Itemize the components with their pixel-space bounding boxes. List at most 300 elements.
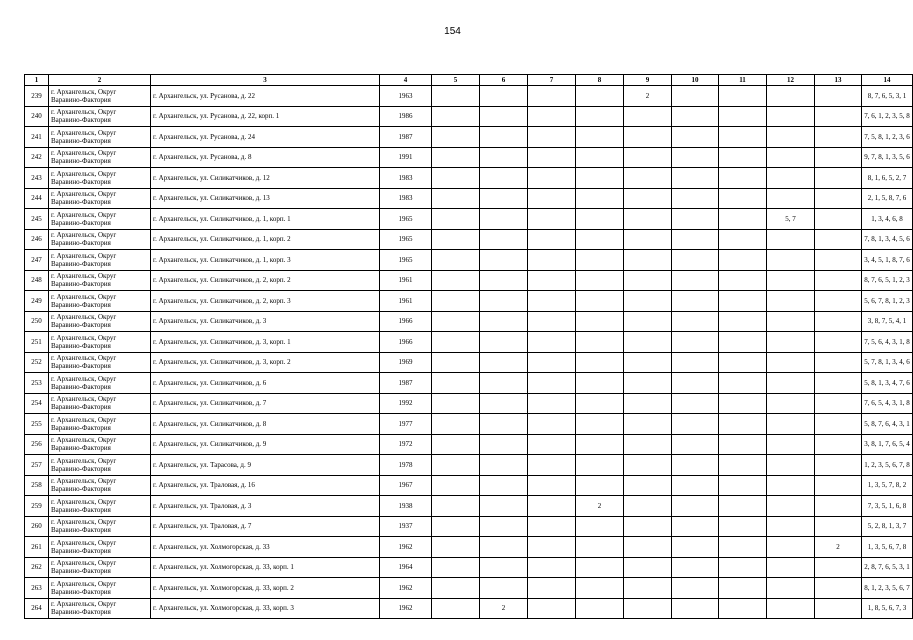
district-cell: г. Архангельск, Округ Варавино-Фактория xyxy=(49,86,151,107)
col7-cell xyxy=(528,516,576,537)
col9-cell xyxy=(624,168,672,189)
district-cell: г. Архангельск, Округ Варавино-Фактория xyxy=(49,475,151,496)
col11-cell xyxy=(719,352,767,373)
district-cell: г. Архангельск, Округ Варавино-Фактория xyxy=(49,291,151,312)
district-cell: г. Архангельск, Округ Варавино-Фактория xyxy=(49,106,151,127)
col14-cell: 5, 8, 1, 3, 4, 7, 6 xyxy=(862,373,913,394)
col12-cell: 5, 7 xyxy=(767,209,815,230)
year-cell: 1962 xyxy=(380,537,432,558)
table-row xyxy=(25,434,913,455)
address-cell: г. Архангельск, ул. Силикатчиков, д. 9 xyxy=(151,434,380,455)
col7-cell xyxy=(528,598,576,619)
col10-cell xyxy=(672,598,719,619)
col10-cell xyxy=(672,578,719,599)
address-cell: г. Архангельск, ул. Силикатчиков, д. 2, корп. 2 xyxy=(151,270,380,291)
table-row xyxy=(25,86,913,107)
col14-cell: 5, 6, 7, 8, 1, 2, 3 xyxy=(862,291,913,312)
col-header-12: 12 xyxy=(767,75,815,86)
col12-cell xyxy=(767,393,815,414)
col14-cell: 9, 7, 8, 1, 3, 5, 6 xyxy=(862,147,913,168)
col-header-3: 3 xyxy=(151,75,380,86)
col14-cell: 1, 3, 5, 6, 7, 8 xyxy=(862,537,913,558)
col5-cell xyxy=(432,414,480,435)
district-cell: г. Архангельск, Округ Варавино-Фактория xyxy=(49,434,151,455)
col13-cell xyxy=(815,393,862,414)
col12-cell xyxy=(767,414,815,435)
address-cell: г. Архангельск, ул. Силикатчиков, д. 2, корп. 3 xyxy=(151,291,380,312)
col9-cell xyxy=(624,127,672,148)
year-cell: 1991 xyxy=(380,147,432,168)
row-number: 245 xyxy=(25,209,49,230)
col11-cell xyxy=(719,516,767,537)
col7-cell xyxy=(528,168,576,189)
year-cell: 1965 xyxy=(380,209,432,230)
col11-cell xyxy=(719,291,767,312)
col6-cell xyxy=(480,537,528,558)
col6-cell xyxy=(480,475,528,496)
address-cell: г. Архангельск, ул. Русанова, д. 22 xyxy=(151,86,380,107)
col12-cell xyxy=(767,270,815,291)
row-number: 250 xyxy=(25,311,49,332)
col12-cell xyxy=(767,373,815,394)
year-cell: 1937 xyxy=(380,516,432,537)
col5-cell xyxy=(432,188,480,209)
col6-cell xyxy=(480,516,528,537)
address-cell: г. Архангельск, ул. Траловая, д. 7 xyxy=(151,516,380,537)
col14-cell: 2, 8, 7, 6, 5, 3, 1 xyxy=(862,557,913,578)
col5-cell xyxy=(432,578,480,599)
year-cell: 1967 xyxy=(380,475,432,496)
col13-cell xyxy=(815,475,862,496)
year-cell: 1977 xyxy=(380,414,432,435)
address-cell: г. Архангельск, ул. Силикатчиков, д. 3, корп. 2 xyxy=(151,352,380,373)
col5-cell xyxy=(432,209,480,230)
col13-cell xyxy=(815,250,862,271)
table-row xyxy=(25,475,913,496)
col8-cell xyxy=(576,578,624,599)
col10-cell xyxy=(672,496,719,517)
col10-cell xyxy=(672,332,719,353)
col6-cell xyxy=(480,250,528,271)
year-cell: 1962 xyxy=(380,578,432,599)
col13-cell xyxy=(815,496,862,517)
address-cell: г. Архангельск, ул. Траловая, д. 3 xyxy=(151,496,380,517)
district-cell: г. Архангельск, Округ Варавино-Фактория xyxy=(49,311,151,332)
col14-cell: 1, 2, 3, 5, 6, 7, 8 xyxy=(862,455,913,476)
col14-cell: 7, 8, 1, 3, 4, 5, 6 xyxy=(862,229,913,250)
row-number: 262 xyxy=(25,557,49,578)
row-number: 247 xyxy=(25,250,49,271)
col6-cell xyxy=(480,373,528,394)
table-row xyxy=(25,270,913,291)
col6-cell xyxy=(480,434,528,455)
col10-cell xyxy=(672,516,719,537)
address-cell: г. Архангельск, ул. Силикатчиков, д. 1, корп. 2 xyxy=(151,229,380,250)
col8-cell xyxy=(576,168,624,189)
col11-cell xyxy=(719,537,767,558)
year-cell: 1963 xyxy=(380,86,432,107)
col8-cell xyxy=(576,127,624,148)
col5-cell xyxy=(432,516,480,537)
col7-cell xyxy=(528,106,576,127)
col12-cell xyxy=(767,311,815,332)
col5-cell xyxy=(432,434,480,455)
header-row xyxy=(25,75,913,86)
col9-cell xyxy=(624,537,672,558)
col8-cell xyxy=(576,250,624,271)
year-cell: 1983 xyxy=(380,188,432,209)
row-number: 257 xyxy=(25,455,49,476)
district-cell: г. Архангельск, Округ Варавино-Фактория xyxy=(49,598,151,619)
district-cell: г. Архангельск, Округ Варавино-Фактория xyxy=(49,229,151,250)
col9-cell xyxy=(624,557,672,578)
col10-cell xyxy=(672,270,719,291)
year-cell: 1978 xyxy=(380,455,432,476)
district-cell: г. Архангельск, Округ Варавино-Фактория xyxy=(49,168,151,189)
col13-cell xyxy=(815,86,862,107)
table-row xyxy=(25,127,913,148)
row-number: 261 xyxy=(25,537,49,558)
col8-cell xyxy=(576,270,624,291)
address-cell: г. Архангельск, ул. Холмогорская, д. 33, корп. 1 xyxy=(151,557,380,578)
col14-cell: 8, 7, 6, 5, 3, 1 xyxy=(862,86,913,107)
district-cell: г. Архангельск, Округ Варавино-Фактория xyxy=(49,578,151,599)
col7-cell xyxy=(528,352,576,373)
address-cell: г. Архангельск, ул. Силикатчиков, д. 6 xyxy=(151,373,380,394)
col13-cell xyxy=(815,373,862,394)
col14-cell: 1, 3, 4, 6, 8 xyxy=(862,209,913,230)
col11-cell xyxy=(719,455,767,476)
year-cell: 1969 xyxy=(380,352,432,373)
col-header-13: 13 xyxy=(815,75,862,86)
col6-cell xyxy=(480,127,528,148)
col14-cell: 3, 8, 1, 7, 6, 5, 4 xyxy=(862,434,913,455)
year-cell: 1986 xyxy=(380,106,432,127)
col8-cell xyxy=(576,311,624,332)
col13-cell xyxy=(815,557,862,578)
year-cell: 1966 xyxy=(380,311,432,332)
col7-cell xyxy=(528,557,576,578)
col13-cell xyxy=(815,578,862,599)
table-row xyxy=(25,516,913,537)
col8-cell xyxy=(576,557,624,578)
col14-cell: 3, 8, 7, 5, 4, 1 xyxy=(862,311,913,332)
col11-cell xyxy=(719,86,767,107)
address-cell: г. Архангельск, ул. Силикатчиков, д. 1, корп. 3 xyxy=(151,250,380,271)
col13-cell xyxy=(815,229,862,250)
col5-cell xyxy=(432,557,480,578)
col6-cell xyxy=(480,557,528,578)
col12-cell xyxy=(767,434,815,455)
address-cell: г. Архангельск, ул. Траловая, д. 16 xyxy=(151,475,380,496)
col10-cell xyxy=(672,168,719,189)
col9-cell xyxy=(624,332,672,353)
year-cell: 1961 xyxy=(380,270,432,291)
col10-cell xyxy=(672,291,719,312)
col12-cell xyxy=(767,127,815,148)
col5-cell xyxy=(432,229,480,250)
district-cell: г. Архангельск, Округ Варавино-Фактория xyxy=(49,496,151,517)
col5-cell xyxy=(432,598,480,619)
col14-cell: 8, 7, 6, 5, 1, 2, 3 xyxy=(862,270,913,291)
col11-cell xyxy=(719,270,767,291)
col6-cell xyxy=(480,578,528,599)
col11-cell xyxy=(719,127,767,148)
col6-cell xyxy=(480,332,528,353)
col6-cell xyxy=(480,147,528,168)
col8-cell xyxy=(576,147,624,168)
col10-cell xyxy=(672,537,719,558)
col5-cell xyxy=(432,250,480,271)
address-cell: г. Архангельск, ул. Русанова, д. 24 xyxy=(151,127,380,148)
col12-cell xyxy=(767,147,815,168)
address-cell: г. Архангельск, ул. Русанова, д. 22, корп. 1 xyxy=(151,106,380,127)
table-row xyxy=(25,168,913,189)
address-cell: г. Архангельск, ул. Силикатчиков, д. 3 xyxy=(151,311,380,332)
row-number: 252 xyxy=(25,352,49,373)
district-cell: г. Архангельск, Округ Варавино-Фактория xyxy=(49,332,151,353)
col12-cell xyxy=(767,168,815,189)
col9-cell xyxy=(624,414,672,435)
col-header-1: 1 xyxy=(25,75,49,86)
col7-cell xyxy=(528,188,576,209)
col12-cell xyxy=(767,455,815,476)
col7-cell xyxy=(528,250,576,271)
col11-cell xyxy=(719,168,767,189)
col13-cell xyxy=(815,598,862,619)
row-number: 259 xyxy=(25,496,49,517)
col9-cell xyxy=(624,352,672,373)
col-header-9: 9 xyxy=(624,75,672,86)
year-cell: 1938 xyxy=(380,496,432,517)
col6-cell xyxy=(480,270,528,291)
col14-cell: 2, 1, 5, 8, 7, 6 xyxy=(862,188,913,209)
col5-cell xyxy=(432,291,480,312)
col10-cell xyxy=(672,188,719,209)
year-cell: 1966 xyxy=(380,332,432,353)
col6-cell xyxy=(480,393,528,414)
col-header-10: 10 xyxy=(672,75,719,86)
address-cell: г. Архангельск, ул. Русанова, д. 8 xyxy=(151,147,380,168)
col7-cell xyxy=(528,455,576,476)
col9-cell xyxy=(624,578,672,599)
year-cell: 1972 xyxy=(380,434,432,455)
col6-cell xyxy=(480,106,528,127)
col9-cell xyxy=(624,475,672,496)
col11-cell xyxy=(719,557,767,578)
col10-cell xyxy=(672,311,719,332)
row-number: 248 xyxy=(25,270,49,291)
district-cell: г. Архангельск, Округ Варавино-Фактория xyxy=(49,537,151,558)
district-cell: г. Архангельск, Округ Варавино-Фактория xyxy=(49,127,151,148)
address-cell: г. Архангельск, ул. Силикатчиков, д. 3, корп. 1 xyxy=(151,332,380,353)
row-number: 255 xyxy=(25,414,49,435)
col9-cell xyxy=(624,516,672,537)
col8-cell xyxy=(576,393,624,414)
col14-cell: 3, 4, 5, 1, 8, 7, 6 xyxy=(862,250,913,271)
col7-cell xyxy=(528,291,576,312)
col10-cell xyxy=(672,373,719,394)
col9-cell xyxy=(624,209,672,230)
col8-cell xyxy=(576,86,624,107)
year-cell: 1983 xyxy=(380,168,432,189)
col12-cell xyxy=(767,352,815,373)
col7-cell xyxy=(528,209,576,230)
col8-cell xyxy=(576,209,624,230)
col10-cell xyxy=(672,86,719,107)
row-number: 243 xyxy=(25,168,49,189)
col6-cell xyxy=(480,188,528,209)
col14-cell: 1, 3, 5, 7, 8, 2 xyxy=(862,475,913,496)
col12-cell xyxy=(767,291,815,312)
col6-cell xyxy=(480,496,528,517)
col6-cell xyxy=(480,209,528,230)
col8-cell xyxy=(576,434,624,455)
col6-cell: 2 xyxy=(480,598,528,619)
col11-cell xyxy=(719,311,767,332)
col7-cell xyxy=(528,373,576,394)
col-header-7: 7 xyxy=(528,75,576,86)
housing-table xyxy=(24,74,913,619)
table-row xyxy=(25,537,913,558)
col9-cell xyxy=(624,229,672,250)
table-row xyxy=(25,578,913,599)
address-cell: г. Архангельск, ул. Силикатчиков, д. 12 xyxy=(151,168,380,189)
address-cell: г. Архангельск, ул. Силикатчиков, д. 7 xyxy=(151,393,380,414)
col-header-14: 14 xyxy=(862,75,913,86)
col-header-6: 6 xyxy=(480,75,528,86)
table-row xyxy=(25,106,913,127)
row-number: 241 xyxy=(25,127,49,148)
col7-cell xyxy=(528,537,576,558)
district-cell: г. Архангельск, Округ Варавино-Фактория xyxy=(49,352,151,373)
district-cell: г. Архангельск, Округ Варавино-Фактория xyxy=(49,557,151,578)
row-number: 244 xyxy=(25,188,49,209)
table-row xyxy=(25,393,913,414)
col6-cell xyxy=(480,414,528,435)
address-cell: г. Архангельск, ул. Тарасова, д. 9 xyxy=(151,455,380,476)
col7-cell xyxy=(528,270,576,291)
col5-cell xyxy=(432,393,480,414)
row-number: 258 xyxy=(25,475,49,496)
col7-cell xyxy=(528,332,576,353)
col12-cell xyxy=(767,229,815,250)
col8-cell xyxy=(576,188,624,209)
table-row xyxy=(25,496,913,517)
col5-cell xyxy=(432,86,480,107)
col5-cell xyxy=(432,373,480,394)
col6-cell xyxy=(480,291,528,312)
col6-cell xyxy=(480,86,528,107)
col11-cell xyxy=(719,250,767,271)
year-cell: 1987 xyxy=(380,127,432,148)
col9-cell xyxy=(624,455,672,476)
year-cell: 1961 xyxy=(380,291,432,312)
col10-cell xyxy=(672,557,719,578)
col9-cell: 2 xyxy=(624,86,672,107)
col5-cell xyxy=(432,332,480,353)
col11-cell xyxy=(719,393,767,414)
col8-cell xyxy=(576,291,624,312)
row-number: 263 xyxy=(25,578,49,599)
address-cell: г. Архангельск, ул. Холмогорская, д. 33 xyxy=(151,537,380,558)
col13-cell: 2 xyxy=(815,537,862,558)
col13-cell xyxy=(815,106,862,127)
col-header-2: 2 xyxy=(49,75,151,86)
col8-cell xyxy=(576,475,624,496)
row-number: 239 xyxy=(25,86,49,107)
col5-cell xyxy=(432,311,480,332)
col9-cell xyxy=(624,188,672,209)
col10-cell xyxy=(672,209,719,230)
district-cell: г. Архангельск, Округ Варавино-Фактория xyxy=(49,147,151,168)
col13-cell xyxy=(815,209,862,230)
row-number: 240 xyxy=(25,106,49,127)
col10-cell xyxy=(672,414,719,435)
table-row xyxy=(25,352,913,373)
year-cell: 1992 xyxy=(380,393,432,414)
col14-cell: 7, 5, 6, 4, 3, 1, 8 xyxy=(862,332,913,353)
col13-cell xyxy=(815,434,862,455)
col13-cell xyxy=(815,455,862,476)
year-cell: 1964 xyxy=(380,557,432,578)
col10-cell xyxy=(672,434,719,455)
table-row xyxy=(25,414,913,435)
col11-cell xyxy=(719,414,767,435)
district-cell: г. Архангельск, Округ Варавино-Фактория xyxy=(49,250,151,271)
row-number: 249 xyxy=(25,291,49,312)
col7-cell xyxy=(528,86,576,107)
row-number: 251 xyxy=(25,332,49,353)
col9-cell xyxy=(624,250,672,271)
row-number: 242 xyxy=(25,147,49,168)
row-number: 246 xyxy=(25,229,49,250)
col14-cell: 8, 1, 2, 3, 5, 6, 7 xyxy=(862,578,913,599)
col7-cell xyxy=(528,434,576,455)
col10-cell xyxy=(672,229,719,250)
col5-cell xyxy=(432,455,480,476)
col11-cell xyxy=(719,496,767,517)
col11-cell xyxy=(719,475,767,496)
col5-cell xyxy=(432,496,480,517)
table-row xyxy=(25,598,913,619)
col8-cell xyxy=(576,537,624,558)
table-row xyxy=(25,209,913,230)
col5-cell xyxy=(432,537,480,558)
col13-cell xyxy=(815,188,862,209)
col12-cell xyxy=(767,557,815,578)
col14-cell: 8, 1, 6, 5, 2, 7 xyxy=(862,168,913,189)
table-row xyxy=(25,229,913,250)
district-cell: г. Архангельск, Округ Варавино-Фактория xyxy=(49,373,151,394)
col9-cell xyxy=(624,270,672,291)
col7-cell xyxy=(528,127,576,148)
col9-cell xyxy=(624,373,672,394)
col8-cell xyxy=(576,229,624,250)
col12-cell xyxy=(767,250,815,271)
row-number: 264 xyxy=(25,598,49,619)
col8-cell xyxy=(576,332,624,353)
col6-cell xyxy=(480,311,528,332)
col9-cell xyxy=(624,291,672,312)
col8-cell xyxy=(576,414,624,435)
col6-cell xyxy=(480,229,528,250)
year-cell: 1987 xyxy=(380,373,432,394)
col7-cell xyxy=(528,229,576,250)
col12-cell xyxy=(767,496,815,517)
col9-cell xyxy=(624,434,672,455)
district-cell: г. Архангельск, Округ Варавино-Фактория xyxy=(49,516,151,537)
